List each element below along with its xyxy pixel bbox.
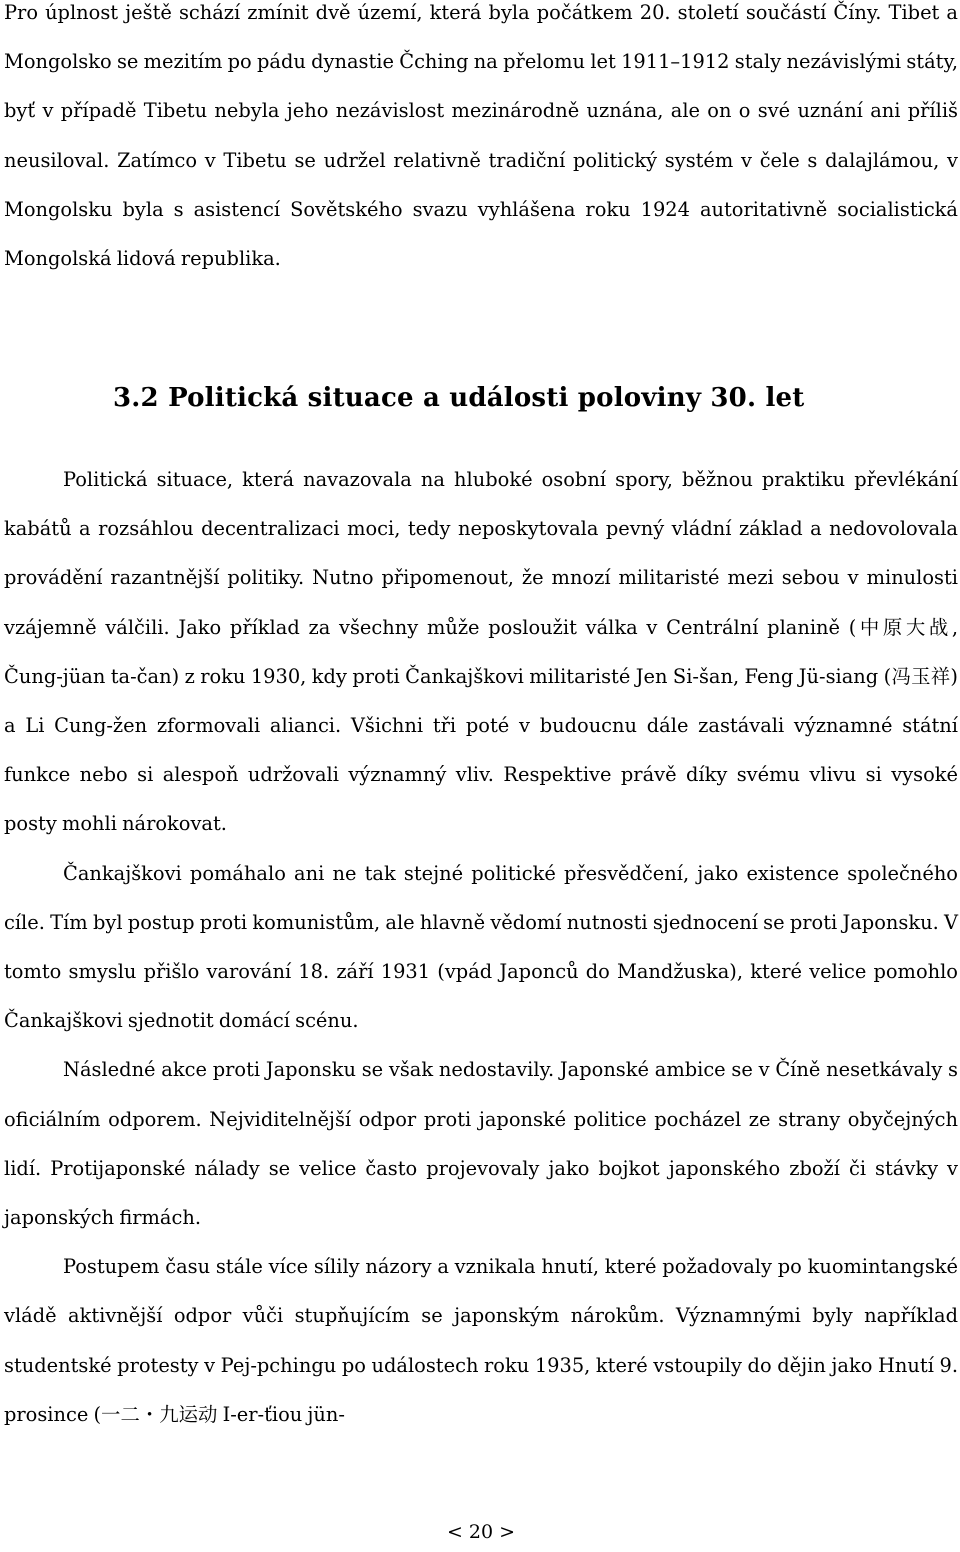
- paragraph-2: Čankajškovi pomáhalo ani ne tak stejné politické přesvědčení, jako existence společného cíle. Tím byl postup proti komunistům, ale hlavně vědomí nutnosti sjednocení se proti Japonsku. V tomto smyslu přišlo varování 18. září 1931 (vpád Japonců do Mandžuska), které velice pomohlo Čankajškovi sjednotit domácí scénu.: [4, 861, 958, 1033]
- page-footer: [4, 1512, 958, 1552]
- paragraph-4: Postupem času stále více sílily názory a vznikala hnutí, které požadovaly po kuomintangské vládě aktivnější odpor vůči stupňujícím se japonským nárokům. Významnými byly například studentské protesty v Pej-pchingu po událostech roku 1935, které vstoupily do dějin jako Hnutí 9. prosince (一二・九运动 I-er-ťiou jün-: [4, 1255, 958, 1426]
- section-body: [4, 455, 958, 1439]
- section-heading: 3.2 Politická situace a události poloviny 30. let: [113, 383, 805, 413]
- intro-paragraph: Pro úplnost ještě schází zmínit dvě území, která byla počátkem 20. století součástí Číny. Tibet a Mongolsko se mezitím po pádu dynastie Čching na přelomu let 1911–1912 staly nezávislými státy, byť v případě Tibetu nebyla jeho nezávislost mezinárodně uznána, ale on o své uznání ani příliš neusiloval. Zatímco v Tibetu se udržel relativně tradiční politický systém v čele s dalajlámou, v Mongolsku byla s asistencí Sovětského svazu vyhlášena roku 1924 autoritativně socialistická Mongolská lidová republika.: [4, 1, 958, 271]
- page-number: < 20 >: [446, 1521, 516, 1543]
- paragraph-1: Politická situace, která navazovala na hluboké osobní spory, běžnou praktiku převlékání kabátů a rozsáhlou decentralizaci moci, tedy neposkytovala pevný vládní základ a nedovolovala provádění razantnější politiky. Nutno připomenout, že mnozí militaristé mezi sebou v minulosti vzájemně válčili. Jako příklad za všechny může posloužit válka v Centrální planině (中原大战, Čung-jüan ta-čan) z roku 1930, kdy proti Čankajškovi militaristé Jen Si-šan, Feng Jü-siang (冯玉祥) a Li Cung-žen zformovali alianci. Všichni tři poté v budoucnu dále zastávali významné státní funkce nebo si alespoň udržovali významný vliv. Respektive právě díky svému vlivu si vysoké posty mohli nárokovat.: [4, 468, 958, 836]
- paragraph-3: Následné akce proti Japonsku se však nedostavily. Japonské ambice se v Číně nesetkávaly s oficiálním odporem. Nejviditelnější odpor proti japonské politice pocházel ze strany obyčejných lidí. Protijaponské nálady se velice často projevovaly jako bojkot japonského zboží či stávky v japonských firmách.: [4, 1058, 958, 1230]
